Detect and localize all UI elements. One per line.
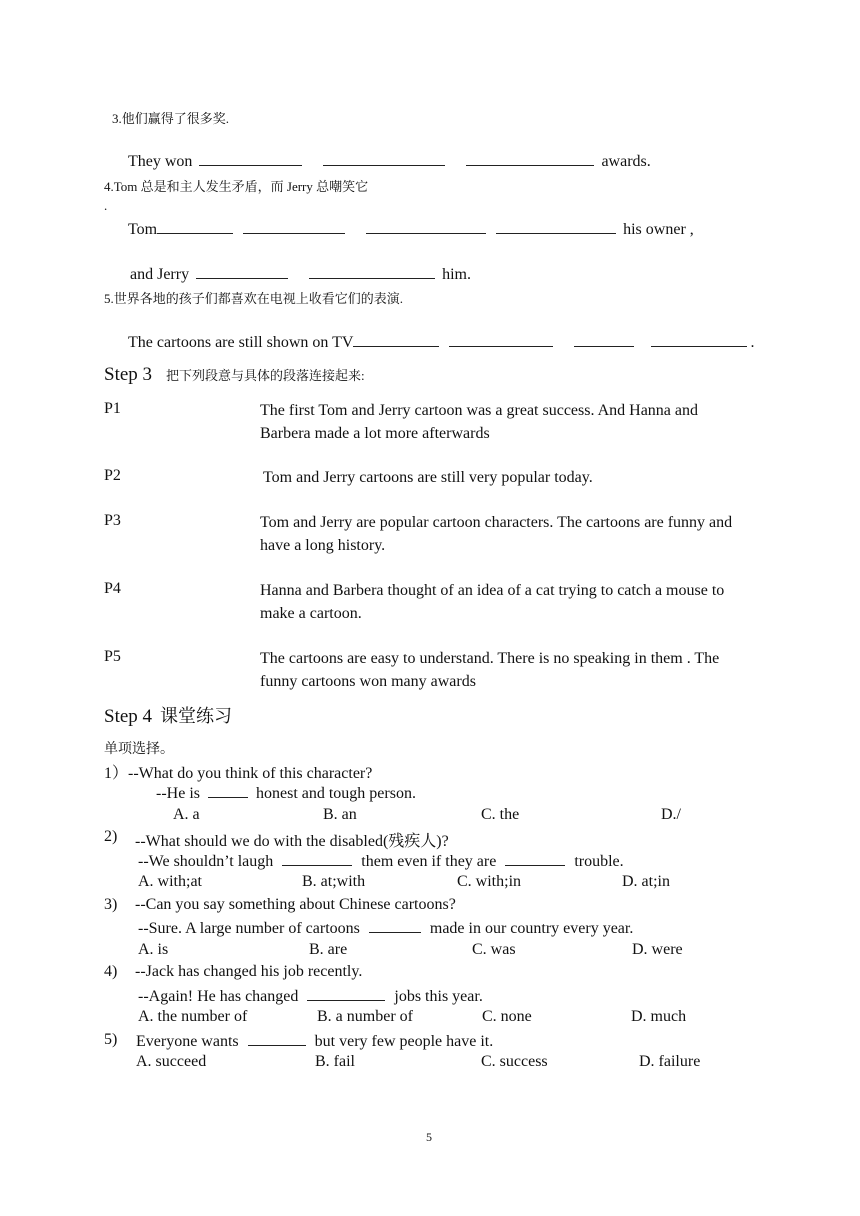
option-b[interactable]: B. fail xyxy=(315,1053,355,1070)
blank[interactable] xyxy=(248,1031,306,1046)
blank[interactable] xyxy=(282,851,352,866)
question-text: --Again! He has changed xyxy=(138,988,299,1005)
item5-sentence xyxy=(128,332,754,352)
item4-end-2: him. xyxy=(442,266,471,283)
paragraph-number: P3 xyxy=(104,512,121,529)
item3-start: They won xyxy=(128,153,193,170)
blank[interactable] xyxy=(369,918,421,933)
step4-subtitle: 单项选择。 xyxy=(104,742,174,757)
option-c[interactable]: C. none xyxy=(482,1008,532,1025)
question-text: Everyone wants xyxy=(136,1033,239,1050)
paragraph-number: P1 xyxy=(104,400,121,417)
paragraph-summary: Tom and Jerry are popular cartoon characters. The cartoons are funny and have a long history. xyxy=(260,514,733,554)
item4-dot: . xyxy=(104,198,108,213)
blank[interactable] xyxy=(307,986,385,1001)
item4-end: his owner , xyxy=(623,221,694,238)
blank[interactable] xyxy=(466,151,594,166)
question-2-number: 2) xyxy=(104,828,118,845)
question-3-number: 3) xyxy=(104,896,118,913)
option-d[interactable]: D. failure xyxy=(639,1053,701,1070)
option-b[interactable]: B. a number of xyxy=(317,1008,413,1025)
blank[interactable] xyxy=(574,332,634,347)
blank[interactable] xyxy=(243,219,345,234)
item3-chinese: 3.他们赢得了很多奖. xyxy=(112,111,230,126)
question-text: made in our country every year. xyxy=(429,920,634,937)
question-3-line1: --Can you say something about Chinese cartoons? xyxy=(135,896,456,913)
question-text: them even if they are xyxy=(361,853,497,870)
question-text: jobs this year. xyxy=(394,988,483,1005)
option-b[interactable]: B. an xyxy=(323,806,357,823)
paragraph-summary: The first Tom and Jerry cartoon was a great success. And Hanna and Barbera made a lot more afterwards xyxy=(260,402,698,442)
paragraph-summary: Hanna and Barbera thought of an idea of a cat trying to catch a mouse to make a cartoon. xyxy=(260,582,725,622)
step4-heading xyxy=(104,702,232,728)
option-d[interactable]: D. at;in xyxy=(622,873,670,890)
question-text: honest and tough person. xyxy=(255,785,416,802)
item5-chinese: 5.世界各地的孩子们都喜欢在电视上收看它们的表演. xyxy=(104,291,404,306)
option-d[interactable]: D./ xyxy=(661,806,681,823)
paragraph-number: P2 xyxy=(104,467,121,484)
blank[interactable] xyxy=(449,332,553,347)
paragraph-number: P4 xyxy=(104,580,121,597)
blank[interactable] xyxy=(208,783,248,798)
question-text: --Sure. A large number of cartoons xyxy=(138,920,360,937)
blank[interactable] xyxy=(196,264,288,279)
item3-end: awards. xyxy=(601,153,651,170)
option-a[interactable]: A. is xyxy=(138,941,169,958)
item5-start: The cartoons are still shown on TV xyxy=(128,334,354,351)
option-c[interactable]: C. the xyxy=(481,806,520,823)
blank[interactable] xyxy=(366,219,486,234)
option-a[interactable]: A. the number of xyxy=(138,1008,248,1025)
page-number: 5 xyxy=(426,1130,432,1144)
item5-end: . xyxy=(750,334,755,351)
option-d[interactable]: D. much xyxy=(631,1008,687,1025)
question-text: but very few people have it. xyxy=(314,1033,494,1050)
paragraph-summary: Tom and Jerry cartoons are still very popular today. xyxy=(263,469,593,486)
blank[interactable] xyxy=(199,151,302,166)
blank[interactable] xyxy=(353,332,439,347)
item4-start: Tom xyxy=(128,221,158,238)
step3-label: Step 3 xyxy=(104,364,153,385)
blank[interactable] xyxy=(309,264,435,279)
item4-start-2: and Jerry xyxy=(130,266,190,283)
option-c[interactable]: C. was xyxy=(472,941,516,958)
option-b[interactable]: B. are xyxy=(309,941,348,958)
option-a[interactable]: A. a xyxy=(173,806,200,823)
question-4-line1: --Jack has changed his job recently. xyxy=(135,963,363,980)
paragraph-number: P5 xyxy=(104,648,121,665)
question-2-line1: --What should we do with the disabled(残疾人)? xyxy=(135,833,449,850)
question-4-number: 4) xyxy=(104,963,118,980)
question-3-line2 xyxy=(138,918,633,938)
question-2-line2 xyxy=(138,851,624,871)
paragraph-summary: The cartoons are easy to understand. There is no speaking in them . The funny cartoons won many awards xyxy=(260,650,720,690)
question-text: trouble. xyxy=(574,853,624,870)
blank[interactable] xyxy=(651,332,747,347)
blank[interactable] xyxy=(323,151,445,166)
blank[interactable] xyxy=(496,219,616,234)
item4-sentence-1 xyxy=(128,219,694,239)
option-d[interactable]: D. were xyxy=(632,941,683,958)
step3-instruction: 把下列段意与具体的段落连接起来: xyxy=(166,368,365,383)
step4-label: Step 4 xyxy=(104,706,153,727)
step3-heading xyxy=(104,364,365,386)
blank[interactable] xyxy=(505,851,565,866)
option-a[interactable]: A. with;at xyxy=(138,873,202,890)
option-a[interactable]: A. succeed xyxy=(136,1053,207,1070)
question-text: --He is xyxy=(156,785,200,802)
step4-title: 课堂练习 xyxy=(160,706,233,726)
item4-chinese: 4.Tom 总是和主人发生矛盾，而 Jerry 总嘲笑它 xyxy=(104,179,369,194)
question-1-line2 xyxy=(156,783,416,803)
question-1-line1: 1）--What do you think of this character? xyxy=(104,765,373,782)
item3-sentence xyxy=(128,151,651,171)
question-5-number: 5) xyxy=(104,1031,118,1048)
blank[interactable] xyxy=(157,219,233,234)
option-c[interactable]: C. success xyxy=(481,1053,548,1070)
question-text: --We shouldn’t laugh xyxy=(138,853,274,870)
option-c[interactable]: C. with;in xyxy=(457,873,522,890)
option-b[interactable]: B. at;with xyxy=(302,873,366,890)
question-4-line2 xyxy=(138,986,483,1006)
question-5-line1 xyxy=(136,1031,493,1051)
item4-sentence-2 xyxy=(130,264,471,284)
